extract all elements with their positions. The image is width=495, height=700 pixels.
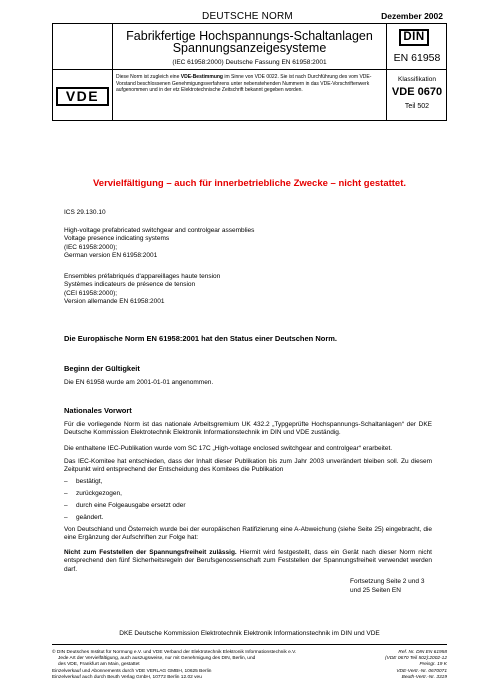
foreword-heading: Nationales Vorwort bbox=[64, 406, 132, 415]
footer-sales: Einzelverkauf und Abonnements durch VDE VERLAG GMBH, 10625 Berlin bbox=[52, 669, 212, 674]
document-title-line1: Fabrikfertige Hochspannungs-Schaltanlagen bbox=[126, 29, 373, 43]
footer-copyright: Jede Art der Vervielfältigung, auch auszugsweise, nur mit Genehmigung des DIN, Berlin, und bbox=[58, 656, 256, 661]
document-title-line2: Spannungsanzeigesysteme bbox=[172, 41, 327, 55]
footer-copyright: des VDE, Frankfurt am Main, gestattet bbox=[58, 662, 140, 667]
english-title-line: (IEC 61958:2000); bbox=[64, 243, 118, 251]
french-title-line: (CEI 61958:2000); bbox=[64, 289, 118, 297]
foreword-paragraph-2: Die enthaltene IEC-Publikation wurde vom SC 17C „High-voltage enclosed switchgear and controlgear“ erarbeitet. bbox=[64, 445, 393, 452]
foreword-paragraph-4: Von Deutschland und Österreich wurde bei der europäischen Ratifizierung eine A-Abweichung (siehe Seite 25) eingebracht, die eine Ergänzung der Aufschriften zur Folge hat: bbox=[64, 526, 432, 542]
footer-price-group: Preisgr. 19 K bbox=[419, 662, 447, 667]
din-standard-number: EN 61958 bbox=[393, 52, 441, 64]
foreword-paragraph-1: Für die vorliegende Norm ist das nationale Arbeitsgremium UK 432.2 „Typgeprüfte Hochspannungs-Schaltanlagen“ der DKE Deutsche Kommission Elektrotechnik Elektronik Informationstechnik im DIN und VDE zuständig. bbox=[64, 421, 432, 437]
english-title-line: Voltage presence indicating systems bbox=[64, 235, 170, 243]
french-title-line: Version allemande EN 61958:2001 bbox=[64, 298, 165, 306]
part-number: Teil 502 bbox=[404, 103, 430, 110]
footer-rule bbox=[52, 644, 447, 645]
continuation-note: und 25 Seiten EN bbox=[350, 587, 401, 594]
dke-line: DKE Deutsche Kommission Elektrotechnik Elektronik Informationstechnik im DIN und VDE bbox=[119, 630, 380, 637]
document-type-label: DEUTSCHE NORM bbox=[202, 11, 293, 22]
status-statement: Die Europäische Norm EN 61958:2001 hat den Status einer Deutschen Norm. bbox=[64, 334, 338, 343]
english-title-line: German version EN 61958:2001 bbox=[64, 252, 158, 260]
validity-text: Die EN 61958 wurde am 2001-01-01 angenommen. bbox=[64, 379, 214, 386]
vde-logo: VDE bbox=[56, 87, 109, 106]
footer-reference: (VDE 0670 Teil 502):2002-12 bbox=[385, 656, 447, 661]
vde-notice: Diese Norm ist zugleich eine VDE-Bestimmung im Sinne von VDE 0022. Sie ist nach Durchführung des vom VDE-Vorstand beschlossenen Genehmigungsverfahrens unter nebenstehenden Nummern in das VDE-Vorschriftenwerk aufgenommen und in der etz Elektrotechnische Zeitschrift bekannt gegeben worden. bbox=[116, 74, 372, 94]
french-title-line: Ensembles préfabriqués d'appareillages haute tension bbox=[64, 273, 221, 280]
foreword-paragraph-3: Das IEC-Komitee hat entschieden, dass der Inhalt dieser Publikation bis zum Jahr 2003 unverändert bleiben soll. Zu diesem Zeitpunkt wird entsprechend der Entscheidung des Komitees die Publikation bbox=[64, 458, 432, 474]
footer-reference: VDE-Vertr.-Nr. 0670071 bbox=[396, 669, 447, 674]
english-title-block bbox=[64, 227, 434, 261]
document-subtitle: (IEC 61958:2000) Deutsche Fassung EN 61958:2001 bbox=[172, 59, 327, 66]
footer-reference: Beuth-Vertr.-Nr. 3319 bbox=[401, 675, 447, 680]
header-divider-horizontal bbox=[52, 69, 447, 70]
ics-code: ICS 29.130.10 bbox=[64, 209, 106, 216]
din-logo: DIN bbox=[399, 29, 429, 46]
footer-reference: Ref. Nr. DIN EN 61958 bbox=[398, 650, 447, 655]
footer-copyright: © DIN Deutsches Institut für Normung e.V. und VDE Verband der Elektrotechnik Elektronik Informationstechnik e.V. bbox=[52, 650, 297, 655]
footer-sales: Einzelverkauf auch durch Beuth Verlag GmbH, 10772 Berlin 12.02 veu bbox=[52, 675, 202, 680]
foreword-paragraph-5: Nicht zum Feststellen der Spannungsfreiheit zulässig. Hiermit wird festgestellt, dass ein Gerät nach dieser Norm nicht entsprechend den fünf Sicherheitsregeln der Berufsgenossenschaft zum Feststellen der Spannungsfreiheit verwendet werden darf. bbox=[64, 549, 432, 573]
publication-date: Dezember 2002 bbox=[381, 11, 443, 21]
french-title-line: Systèmes indicateurs de présence de tension bbox=[64, 281, 196, 289]
french-title-block bbox=[64, 273, 434, 307]
vde-classification-number: VDE 0670 bbox=[391, 86, 443, 98]
classification-label: Klassifikation bbox=[398, 76, 436, 83]
copy-warning: Vervielfältigung – auch für innerbetriebliche Zwecke – nicht gestattet. bbox=[92, 178, 407, 189]
english-title-line: High-voltage prefabricated switchgear and controlgear assemblies bbox=[64, 227, 255, 234]
validity-heading: Beginn der Gültigkeit bbox=[64, 364, 140, 373]
continuation-note: Fortsetzung Seite 2 und 3 bbox=[350, 578, 425, 585]
